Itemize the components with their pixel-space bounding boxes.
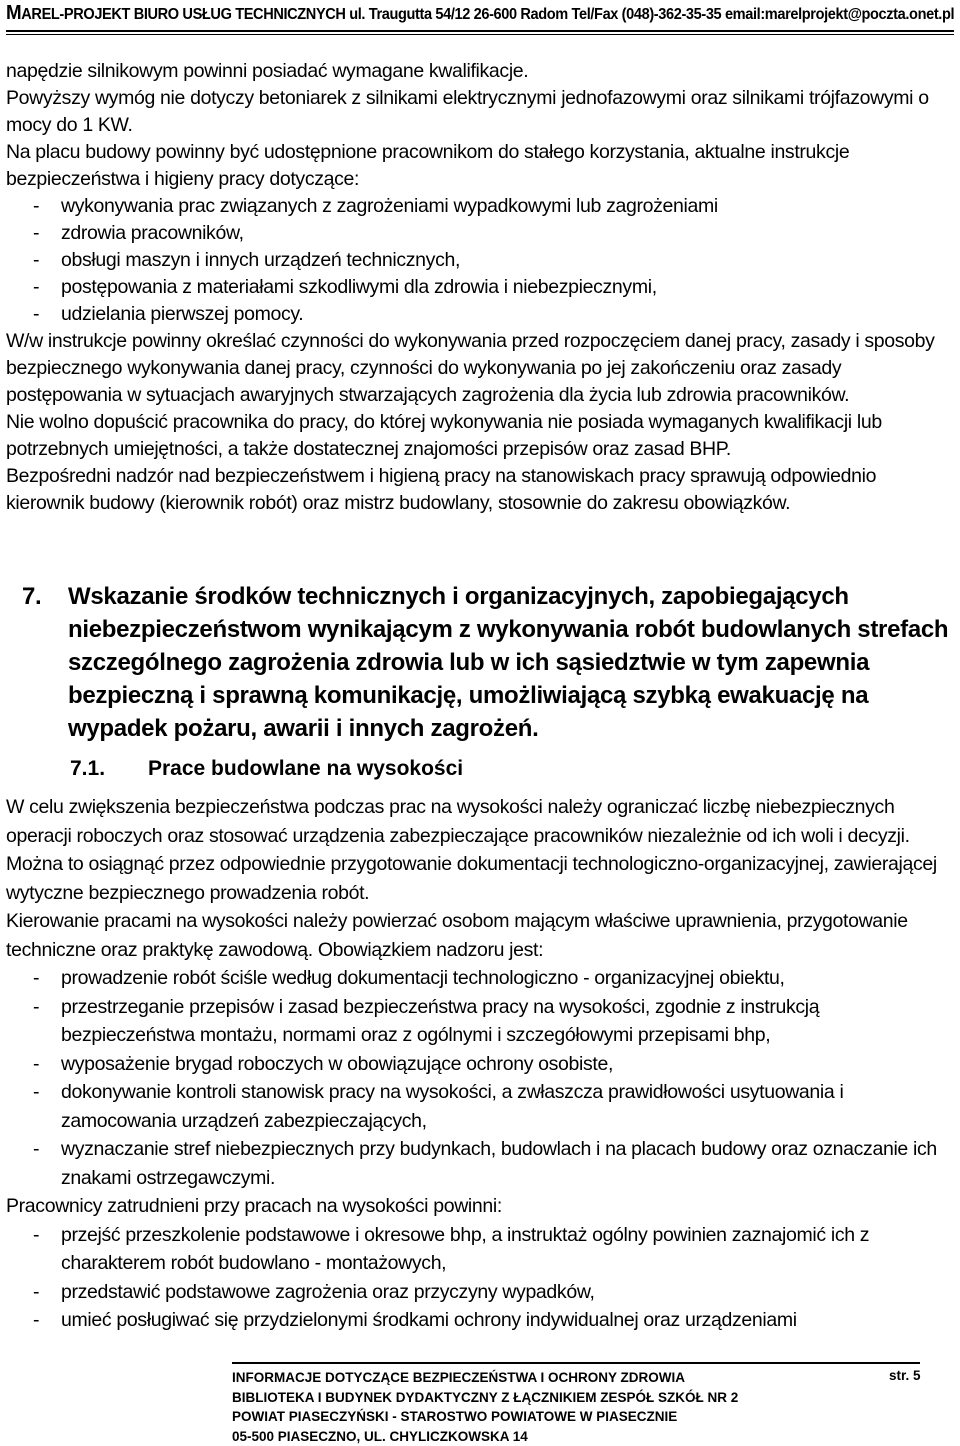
list-item: - wyznaczanie stref niebezpiecznych przy budynkach, budowlach i na placach budowy oraz oznaczanie ich znakami ostrzegawczymi. [33,1138,937,1189]
list-item: - obsługi maszyn i innych urządzeń technicznych, [33,249,461,271]
subsection-title: Prace budowlane na wysokości [148,757,464,780]
page-header [6,2,955,25]
list-item: - postępowania z materiałami szkodliwymi dla zdrowia i niebezpiecznymi, [33,276,657,298]
header-text: AREL-PROJEKT BIURO USŁUG TECHNICZNYCH ul. Traugutta 54/12 26-600 Radom Tel/Fax (048)-362-35-35 email:marelprojekt@poczta.onet.pl [21,6,955,23]
paragraph: W celu zwiększenia bezpieczeństwa podczas prac na wysokości należy ograniczać liczbę niebezpiecznych operacji roboczych oraz stosować urządzenia zabezpieczające pracowników niezależnie od ich woli i decyzji. Można to osiągnąć przez odpowiednie przygotowanie dokumentacji technologiczno-organizacyjnej, zawierającej wytyczne bezpiecznego prowadzenia robót. [6,796,937,904]
intro-text [6,58,954,517]
list-item: - dokonywanie kontroli stanowisk pracy na wysokości, a zwłaszcza prawidłowości usytuowania i zamocowania urządzeń zabezpieczających, [33,1081,844,1132]
intro-line: Powyższy wymóg nie dotyczy betoniarek z silnikami elektrycznymi jednofazowymi oraz silnikami trójfazowymi o mocy do 1 KW. [6,87,929,136]
section-7-1-text [6,793,954,1335]
list-item: - umieć posługiwać się przydzielonymi środkami ochrony indywidualnej oraz urządzeniami [33,1309,797,1331]
list-item: - wykonywania prac związanych z zagrożeniami wypadkowymi lub zagrożeniami [33,195,718,217]
paragraph: Kierowanie pracami na wysokości należy powierzać osobom mającym właściwe uprawnienia, przygotowanie techniczne oraz praktykę zawodową. Obowiązkiem nadzoru jest: [6,910,908,961]
paragraph: Nie wolno dopuścić pracownika do pracy, do której wykonywania nie posiada wymaganych kwalifikacji lub potrzebnych umiejętności, a także dostatecznej znajomości przepisów oraz zasad BHP. [6,411,882,460]
footer-line: BIBLIOTEKA I BUDYNEK DYDAKTYCZNY Z ŁĄCZNIKIEM ZESPÓŁ SZKÓŁ NR 2 [232,1389,739,1405]
list-item: - przejść przeszkolenie podstawowe i okresowe bhp, a instruktaż ogólny powinien zaznajomić ich z charakterem robót budowlano - montażowych, [33,1223,870,1274]
list-item: - przedstawić podstawowe zagrożenia oraz przyczyny wypadków, [33,1280,595,1303]
header-initial: M [6,2,22,24]
header-rule [6,30,954,35]
list-item: - prowadzenie robót ściśle według dokumentacji technologiczno - organizacyjnej obiektu, [33,967,785,989]
list-item: - udzielania pierwszej pomocy. [33,303,304,325]
footer-line: 05-500 PIASECZNO, UL. CHYLICZKOWSKA 14 [232,1428,528,1444]
section-7-heading [6,580,954,745]
list-item: - zdrowia pracowników, [33,222,244,244]
paragraph: Pracownicy zatrudnieni przy pracach na wysokości powinni: [6,1195,502,1217]
intro-line: napędzie silnikowym powinni posiadać wymagane kwalifikacje. [6,60,529,82]
paragraph: Bezpośredni nadzór nad bezpieczeństwem i higieną pracy na stanowiskach pracy sprawują odpowiednio kierownik budowy (kierownik robót) oraz mistrz budowlany, stosownie do zakresu obowiązków. [6,465,877,514]
footer-rule [232,1362,920,1364]
footer-line: INFORMACJE DOTYCZĄCE BEZPIECZEŃSTWA I OCHRONY ZDROWIA [232,1370,686,1385]
intro-line: Na placu budowy powinny być udostępnione pracownikom do stałego korzystania, aktualne instrukcje bezpieczeństwa i higieny pracy dotyczące: [6,141,850,190]
subsection-number: 7.1. [70,757,106,780]
section-number: 7. [22,583,42,610]
footer-line: POWIAT PIASECZYŃSKI - STAROSTWO POWIATOWE W PIASECZNIE [232,1409,678,1424]
list-item: - przestrzeganie przepisów i zasad bezpieczeństwa pracy na wysokości, zgodnie z instrukcją bezpieczeństwa montażu, normami oraz z ogólnymi i szczegółowymi przepisami bhp, [33,995,820,1046]
paragraph: W/w instrukcje powinny określać czynności do wykonywania przed rozpoczęciem danej pracy, zasady i sposoby bezpiecznego wykonywania danej pracy, czynności do wykonywania po jej zakończeniu oraz zasady postępowania w sytuacjach awaryjnych stwarzających zagrożenia dla życia lub zdrowia pracowników. [6,330,935,406]
list-item: - wyposażenie brygad roboczych w obowiązujące ochrony osobiste, [33,1052,614,1075]
page-footer [232,1368,932,1446]
section-title: Wskazanie środków technicznych i organizacyjnych, zapobiegających niebezpieczeństwom wynikającym z wykonywania robót budowlanych strefach szczególnego zagrożenia zdrowia lub w ich sąsiedztwie w tym zapewnia bezpieczną i sprawną komunikację, umożliwiającą szybką ewakuację na wypadek pożaru, awarii i innych zagrożeń. [68,583,949,742]
page-number: str. 5 [889,1368,921,1383]
